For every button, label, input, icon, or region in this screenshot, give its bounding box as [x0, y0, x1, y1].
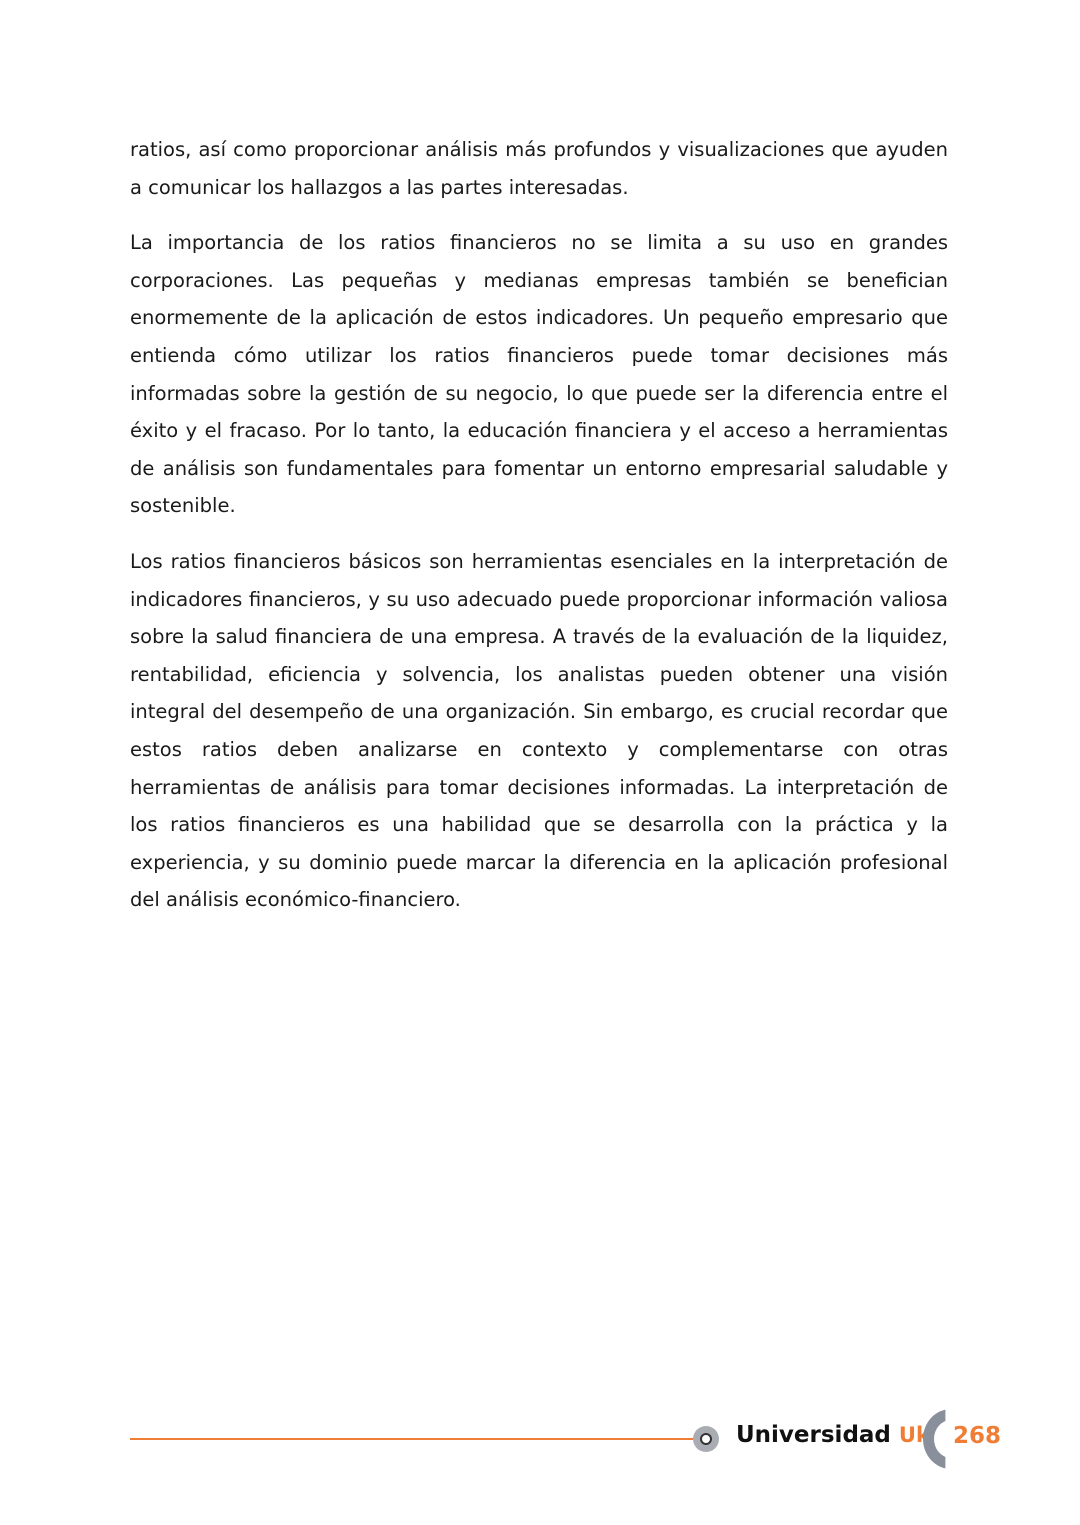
page-number: 268	[953, 1423, 1002, 1449]
footer-divider	[130, 1438, 695, 1440]
brand-logo	[736, 1422, 930, 1448]
body-text	[130, 131, 948, 937]
paragraph: ratios, así como proporcionar análisis más profundos y visualizaciones que ayuden a comunicar los hallazgos a las partes interesadas.	[130, 138, 948, 199]
brand-accent: Uk	[898, 1423, 930, 1447]
brand-name: Universidad	[736, 1422, 891, 1448]
paragraph: La importancia de los ratios financieros no se limita a su uso en grandes corporaciones. Las pequeñas y medianas empresas también se benefician enormemente de la aplicación de estos indicadores. Un pequeño empresario que entienda cómo utilizar los ratios financieros puede tomar decisiones más informadas sobre la gestión de su negocio, lo que puede ser la diferencia entre el éxito y el fracaso. Por lo tanto, la educación financiera y el acceso a herramientas de análisis son fundamentales para fomentar un entorno empresarial saludable y sostenible.	[130, 231, 948, 518]
target-circle-icon	[693, 1426, 719, 1452]
paragraph: Los ratios financieros básicos son herramientas esenciales en la interpretación de indicadores financieros, y su uso adecuado puede proporcionar información valiosa sobre la salud financiera de una empresa. A través de la evaluación de la liquidez, rentabilidad, eficiencia y solvencia, los analistas pueden obtener una visión integral del desempeño de una organización. Sin embargo, es crucial recordar que estos ratios deben analizarse en contexto y complementarse con otras herramientas de análisis para tomar decisiones informadas. La interpretación de los ratios financieros es una habilidad que se desarrolla con la práctica y la experiencia, y su dominio puede marcar la diferencia en la aplicación profesional del análisis económico-financiero.	[130, 549, 948, 912]
